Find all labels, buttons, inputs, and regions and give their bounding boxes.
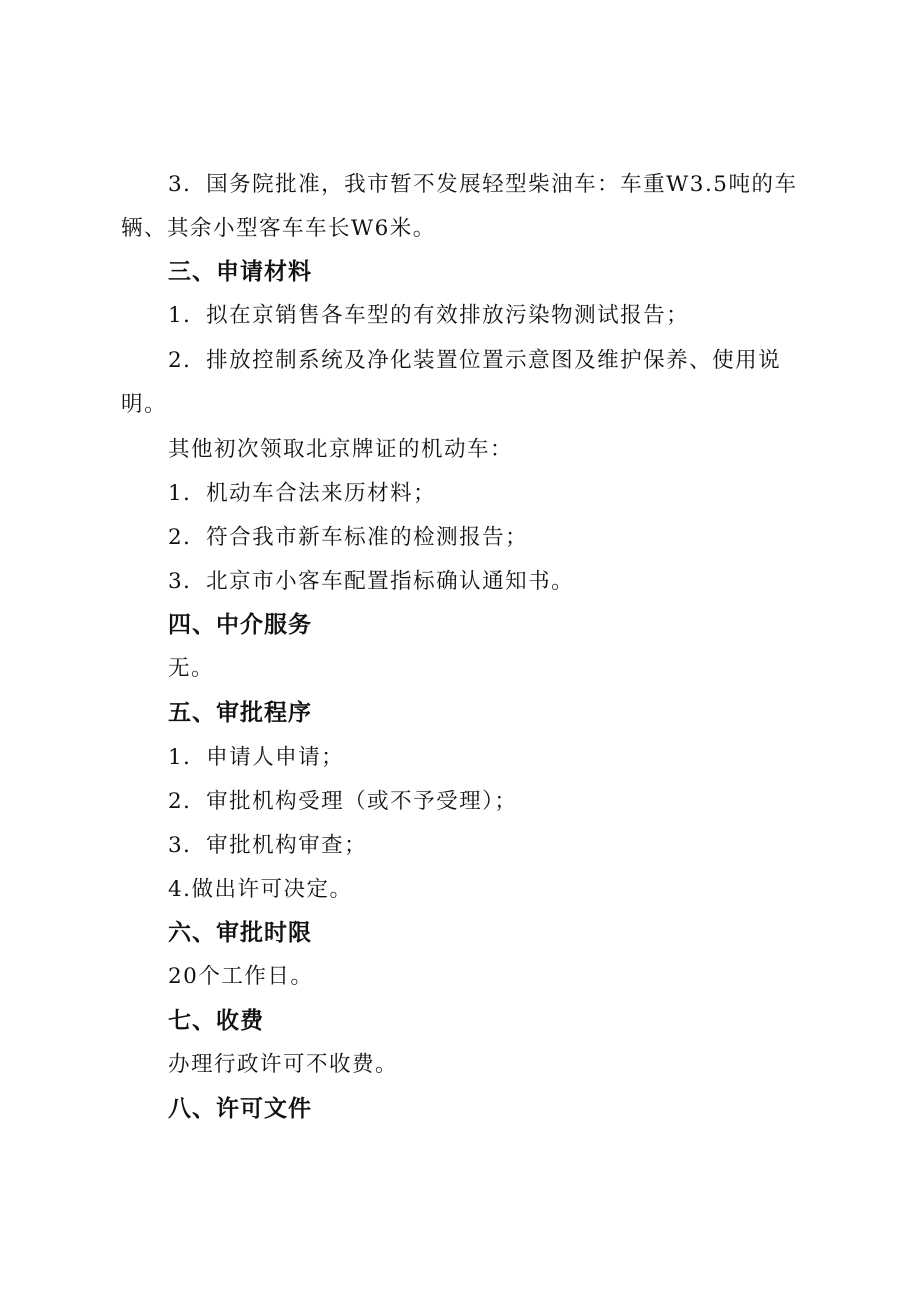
other-vehicles-item-3: 3．北京市小客车配置指标确认通知书。 — [168, 569, 575, 594]
materials-item-2-continuation: 明。 — [121, 392, 168, 417]
section-three-heading: 三、申请材料 — [168, 259, 312, 285]
section-six-heading: 六、审批时限 — [168, 920, 312, 946]
section-eight-heading: 八、许可文件 — [168, 1096, 312, 1122]
item-3-line-1: 3．国务院批准，我市暂不发展轻型柴油车：车重W3.5吨的车 — [168, 172, 798, 197]
procedure-item-3: 3．审批机构审查； — [168, 833, 368, 858]
section-seven-body: 办理行政许可不收费。 — [168, 1052, 399, 1077]
section-six-body: 20个工作日。 — [168, 964, 314, 989]
section-five-heading: 五、审批程序 — [168, 700, 312, 726]
section-four-heading: 四、中介服务 — [168, 612, 312, 638]
other-vehicles-item-1: 1．机动车合法来历材料； — [168, 481, 437, 506]
item-3-line-2: 辆、其余小型客车车长W6米。 — [121, 216, 436, 241]
procedure-item-1: 1．申请人申请； — [168, 745, 345, 770]
section-four-body: 无。 — [168, 656, 215, 681]
procedure-item-4: 4.做出许可决定。 — [168, 877, 353, 902]
materials-item-2: 2．排放控制系统及净化装置位置示意图及维护保养、使用说 — [168, 348, 782, 373]
other-vehicles-intro: 其他初次领取北京牌证的机动车： — [168, 437, 514, 462]
materials-item-1: 1．拟在京销售各车型的有效排放污染物测试报告； — [168, 303, 690, 328]
section-seven-heading: 七、收费 — [168, 1008, 264, 1034]
other-vehicles-item-2: 2．符合我市新车标准的检测报告； — [168, 525, 529, 550]
procedure-item-2: 2．审批机构受理（或不予受理）； — [168, 789, 518, 814]
